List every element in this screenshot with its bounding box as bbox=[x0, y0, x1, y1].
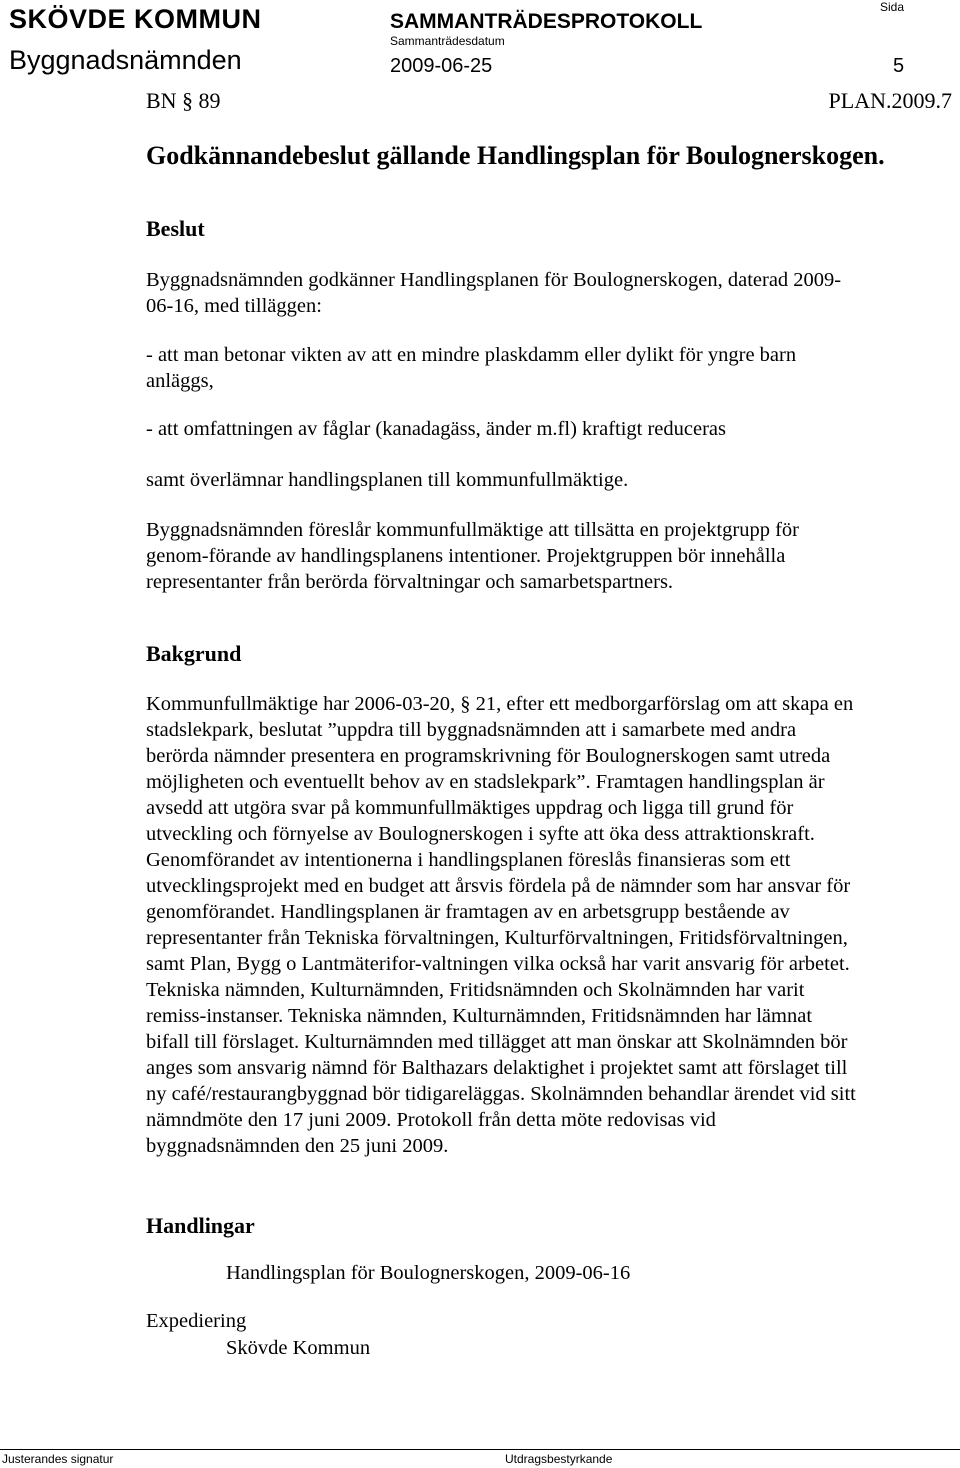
text-line: stadslekpark, beslutat ”uppdra till byggnadsnämnden att i samarbete med andra bbox=[146, 719, 797, 741]
text-line: byggnadsnämnden den 25 juni 2009. bbox=[146, 1135, 449, 1157]
municipality-logo: SKÖVDE KOMMUN bbox=[9, 4, 262, 34]
extract-certification-label: Utdragsbestyrkande bbox=[505, 1452, 613, 1466]
document-type: SAMMANTRÄDESPROTOKOLL bbox=[390, 10, 703, 33]
case-reference: PLAN.2009.7 bbox=[828, 88, 952, 113]
text-line: möjligheten och eventuellt behov av en stadslekpark”. Framtagen handlingsplan är bbox=[146, 771, 825, 793]
page-label: Sida bbox=[880, 0, 905, 14]
bakgrund-text bbox=[146, 691, 946, 1159]
text-line: berörda nämnder presentera en programskrivning för Boulognerskogen samt utreda bbox=[146, 745, 831, 767]
text-line: remiss-instanser. Tekniska nämnden, Kulturnämnden, Fritidsnämnden har lämnat bbox=[146, 1005, 813, 1027]
text-line: representanter från Tekniska förvaltningen, Kulturförvaltningen, Fritidsförvaltningen, bbox=[146, 927, 848, 949]
case-title: Godkännandebeslut gällande Handlingsplan för Boulognerskogen. bbox=[146, 141, 885, 170]
text-line: genom-förande av handlingsplanens intentioner. Projektgruppen bör innehålla bbox=[146, 545, 786, 567]
bakgrund-heading: Bakgrund bbox=[146, 641, 242, 666]
case-number: BN § 89 bbox=[146, 88, 221, 113]
text-line: anges som ansvarig nämnd för Balthazars delaktighet i projektet samt att förslaget till bbox=[146, 1057, 848, 1079]
text-line: Kommunfullmäktige har 2006-03-20, § 21, efter ett medborgarförslag om att skapa en bbox=[146, 693, 854, 715]
text-line: nämndmöte den 17 juni 2009. Protokoll från detta möte redovisas vid bbox=[146, 1109, 716, 1131]
text-line: utvecklingsprojekt med en budget att årsvis fördela på de nämnder som har ansvar för bbox=[146, 875, 851, 897]
text-line: Byggnadsnämnden godkänner Handlingsplanen för Boulognerskogen, daterad 2009- bbox=[146, 269, 842, 291]
signature-label: Justerandes signatur bbox=[2, 1452, 114, 1466]
text-line: Byggnadsnämnden föreslår kommunfullmäktige att tillsätta en projektgrupp för bbox=[146, 519, 799, 541]
expediering-heading: Expediering bbox=[146, 1310, 247, 1332]
meeting-date: 2009-06-25 bbox=[390, 55, 493, 77]
text-line: 06-16, med tilläggen: bbox=[146, 295, 322, 317]
beslut-item-1 bbox=[146, 342, 946, 394]
text-line: avsedd att utgöra svar på kommunfullmäktiges uppdrag och ligga till grund för bbox=[146, 797, 794, 819]
text-line: Genomförandet av intentionerna i handlingsplanen föreslås finansieras som ett bbox=[146, 849, 791, 871]
footer-divider bbox=[0, 1449, 960, 1450]
text-line: samt Plan, Bygg o Lantmäterifor-valtningen vilka också har varit ansvarig för arbetet. bbox=[146, 953, 850, 975]
text-line: Tekniska nämnden, Kulturnämnden, Fritidsnämnden och Skolnämnden har varit bbox=[146, 979, 805, 1001]
beslut-heading: Beslut bbox=[146, 216, 205, 241]
text-line: genomförandet. Handlingsplanen är framtagen av en arbetsgrupp bestående av bbox=[146, 901, 790, 923]
text-line: bifall till förslaget. Kulturnämnden med tillägget att man önskar att Skolnämnden bör bbox=[146, 1031, 848, 1053]
text-line: - att man betonar vikten av att en mindre plaskdamm eller dylikt för yngre barn bbox=[146, 344, 797, 366]
text-line: representanter från berörda förvaltningar och samarbetspartners. bbox=[146, 571, 674, 593]
page-number: 5 bbox=[893, 55, 905, 77]
beslut-item-2: - att omfattningen av fåglar (kanadagäss, änder m.fl) kraftigt reduceras bbox=[146, 418, 727, 440]
beslut-handover: samt överlämnar handlingsplanen till kommunfullmäktige. bbox=[146, 469, 629, 491]
text-line: utveckling och förnyelse av Boulognerskogen i syfte att öka dess attraktionskraft. bbox=[146, 823, 815, 845]
text-line: anläggs, bbox=[146, 370, 214, 392]
expediering-recipient: Skövde Kommun bbox=[226, 1337, 371, 1359]
handlingar-heading: Handlingar bbox=[146, 1213, 255, 1238]
beslut-intro bbox=[146, 267, 946, 319]
handlingar-item: Handlingsplan för Boulognerskogen, 2009-06-16 bbox=[226, 1262, 631, 1284]
text-line: ny café/restaurangbyggnad bör tidigareläggas. Skolnämnden behandlar ärendet vid sitt bbox=[146, 1083, 856, 1105]
committee-name: Byggnadsnämnden bbox=[9, 45, 242, 75]
beslut-proposal bbox=[146, 517, 946, 595]
meeting-date-label: Sammanträdesdatum bbox=[390, 34, 505, 48]
